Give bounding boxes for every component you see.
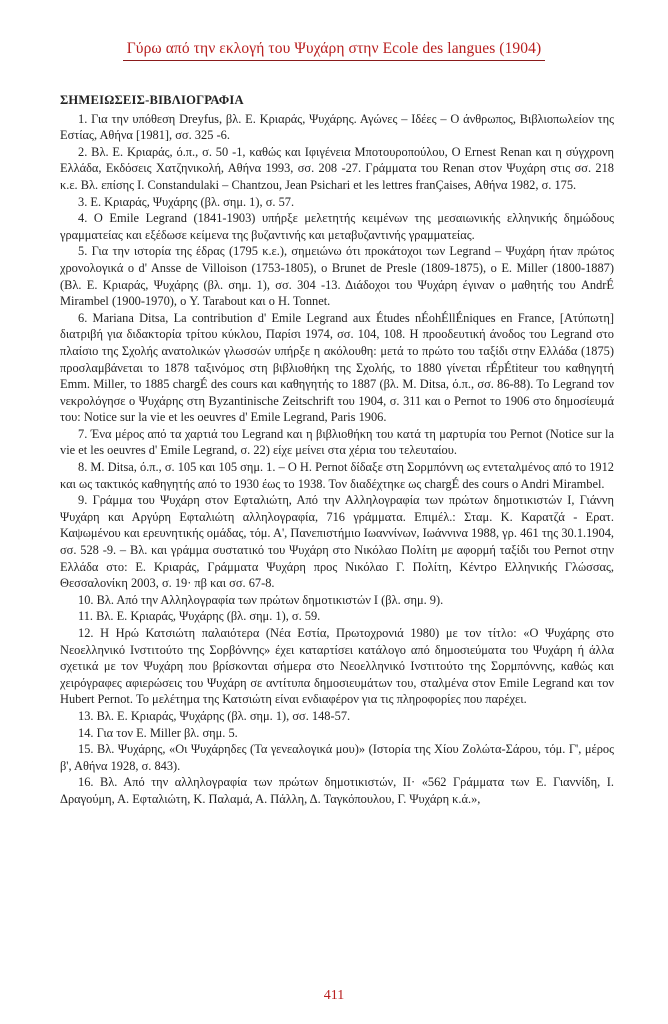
page-number: 411 [323, 988, 345, 1003]
running-header [0, 40, 668, 61]
note-3: 3. Ε. Κριαράς, Ψυχάρης (βλ. σημ. 1), σ. 57. [78, 194, 295, 209]
note-2: 2. Βλ. Ε. Κριαράς, ό.π., σ. 50 -1, καθώς και Ιφιγένεια Μποτουροπούλου, O Ernest Renan και η σύγχρονη Ελλάδα, Εκδόσεις Χατζηνικολή, Αθήνα 1993, σσ. 208 -27. Γράμματα του Renan στον Ψυχάρη στις σσ. 218 κ.ε. Βλ. επίσης I. Constandulaki – Chantzou, Jean Psichari et les lettres franÇaises, Αθήνα 1982, σ. 175. [60, 144, 614, 192]
note-8: 8. M. Ditsa, ό.π., σ. 105 και 105 σημ. 1. – O H. Pernot δίδαξε στη Σορμπόννη ως εντεταλμένος από το 1912 και ως τακτικός καθηγητής από το 1930 έως το 1938. Τον διαδέχτηκε ως chargÉ des cours o Andri Mirambel. [60, 460, 614, 491]
note-1: 1. Για την υπόθεση Dreyfus, βλ. Ε. Κριαράς, Ψυχάρης. Αγώνες – Ιδέες – Ο άνθρωπος, Βιβλιοπωλείον της Εστίας, Αθήνα [1981], σσ. 325 -6. [60, 111, 614, 143]
header-title: Γύρω από την εκλογή του Ψυχάρη στην Ecole des langues (1904) [123, 40, 545, 61]
note-9: 9. Γράμμα του Ψυχάρη στον Εφταλιώτη, Από την Αλληλογραφία των πρώτων δημοτικιστών Ι, Γιάννη Ψυχάρη και Αργύρη Εφταλιώτη αλληλογραφία, 716 γράμματα. Επιμέλ.: Σταμ. Κ. Καρατζά - Ερατ. Καψωμένου και ερευνητικής ομάδας, τόμ. Α', Πανεπιστήμιο Ιωαννίνων, Ιωάννινα 1988, γρ. 461 της 30.1.1904, σσ. 528 -9. – Βλ. και γράμμα συστατικό του Ψυχάρη στο Νικόλαο Πολίτη με αφορμή ταξίδι του Pernot στην Ελλάδα στο: Ε. Κριαράς, Γράμματα Ψυχάρη προς Νικόλαο Γ. Πολίτη, Κέντρο Ελληνικής Γλώσσας, Θεσσαλονίκη 2003, σ. 19· πβ και σσ. 67-8. [60, 493, 614, 591]
note-4: 4. O Emile Legrand (1841-1903) υπήρξε μελετητής κειμένων της μεσαιωνικής ελληνικής δημώδους γραμματείας και εξέδωσε κείμενα της βυζαντινής και μεταβυζαντινής γραμματείας. [60, 211, 614, 242]
section-heading: ΣΗΜΕΙΩΣΕΙΣ-ΒΙΒΛΙΟΓΡΑΦΙΑ [60, 93, 244, 107]
note-11: 11. Βλ. Ε. Κριαράς, Ψυχάρης (βλ. σημ. 1), σ. 59. [78, 609, 321, 624]
note-14: 14. Για τον E. Miller βλ. σημ. 5. [78, 725, 238, 740]
note-5: 5. Για την ιστορία της έδρας (1795 κ.ε.), σημειώνω ότι προκάτοχοι των Legrand – Ψυχάρη ήταν πρώτος χρονολογικά ο d' Ansse de Villoison (1753-1805), ο Brunet de Presle (1809-1875), ο E. Miller (1800-1887) (Βλ. Ε. Κριαράς, Ψυχάρης (βλ. σημ. 1), σσ. 304 -13. Διάδοχοι του Ψυχάρη έγιναν ο μαθητής του AndrÉ Mirambel (1900-1970), ο Y. Tarabout και ο H. Tonnet. [60, 244, 614, 309]
note-13: 13. Βλ. Ε. Κριαράς, Ψυχάρης (βλ. σημ. 1), σσ. 148-57. [78, 708, 351, 723]
notes-section [60, 92, 614, 808]
note-6: 6. Mariana Ditsa, La contribution d' Emile Legrand aux Études nÉohÉllÉniques en France, [Ατύπωτη] διατριβή για διδακτορία τρίτου κύκλου, Παρίσι 1974, σσ. 104, 108. Η προοδευτική άνοδος του Legrand στο πλαίσιο της Σχολής ανατολικών γλωσσών υπήρξε η ακόλουθη: μετά το πρώτο του ταξίδι στην Ελλάδα (1875) προσλαμβάνεται το 1878 ταξινόμος στη βιβλιοθήκη της Σχολής, το 1880 γίνεται rÉpÉtiteur του καθηγητή Emm. Miller, το 1885 chargÉ des cours και καθηγητής το 1887 (βλ. M. Ditsa, ό.π., σσ. 86-88). Το Legrand τον νεκρολόγησε ο Ψυχάρης στη Byzantinische Zeitschrift του 1904, σ. 311 και ο Pernot το 1906 στο δημοσίευμά του: Notice sur la vie et les oeuvres d' Emile Legrand, Paris 1906. [60, 310, 614, 425]
note-15: 15. Βλ. Ψυχάρης, «Οι Ψυχάρηδες (Τα γενεαλογικά μου)» (Ιστορία της Χίου Ζολώτα-Σάρου, τόμ. Γ', μέρος β', Αθήνα 1928, σ. 843). [60, 742, 614, 773]
note-7: 7. Ένα μέρος από τα χαρτιά του Legrand και η βιβλιοθήκη του κατά τη μαρτυρία του Pernot (Notice sur la vie et les oeuvres d' Emile Legrand, σ. 22) είχε μείνει στα χέρια του τελευταίου. [60, 426, 614, 458]
note-10: 10. Βλ. Από την Αλληλογραφία των πρώτων δημοτικιστών Ι (βλ. σημ. 9). [78, 592, 444, 607]
note-12: 12. Η Ηρώ Κατσιώτη παλαιότερα (Νέα Εστία, Πρωτοχρονιά 1980) με τον τίτλο: «Ο Ψυχάρης στο Νεοελληνικό Ινστιτούτο της Σορβόννης» έχει καταρτίσει κατάλογο από δημοσιεύματα του Ψυχάρη ή άλλα σχετικά με τον Ψυχάρη που βρίσκονται σήμερα στο Νεοελληνικό Ινστιτούτο της Σορμπόννης, καθώς και χειρόγραφες αφιερώσεις του Ψυχάρη σε αντίτυπα δημοσιευμάτων του, σταλμένα στον Emile Legrand και τον Hubert Pernot. Το μελέτημα της Κατσιώτη είναι ενδιαφέρον για τις πληροφορίες που παρέχει. [60, 626, 614, 707]
note-16: 16. Βλ. Από την αλληλογραφία των πρώτων δημοτικιστών, ΙΙ· «562 Γράμματα των Ε. Γιανvίδη, Ι. Δραγούμη, Α. Εφταλιώτη, Κ. Παλαμά, Α. Πάλλη, Δ. Ταγκόπουλου, Γ. Ψυχάρη κ.ά.», [60, 775, 614, 806]
